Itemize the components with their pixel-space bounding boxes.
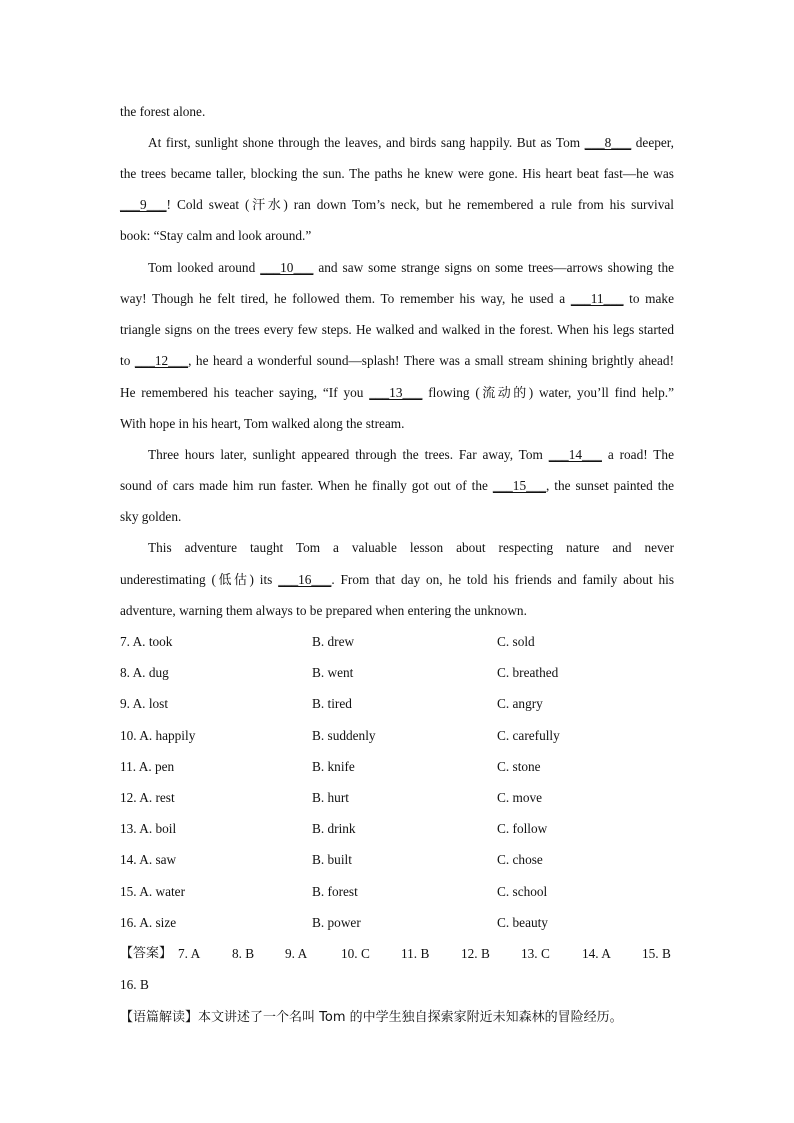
option-c: C. beauty — [497, 915, 548, 930]
passage-line: Tom looked around ___10___ and saw some strange signs on some trees—arrows showing the — [148, 260, 674, 275]
option-c: C. sold — [497, 634, 535, 649]
option-b: B. went — [312, 665, 354, 680]
blank-10: ___10___ — [260, 260, 314, 275]
blank-15: ___15___ — [492, 478, 547, 493]
option-a: 13. A. boil — [120, 821, 177, 836]
option-a: 15. A. water — [120, 884, 185, 899]
blank-9: ___9___ — [120, 197, 167, 212]
passage-interpretation: 【语篇解读】本文讲述了一个名叫 Tom 的中学生独自探索家附近未知森林的冒险经历。 — [120, 1010, 623, 1025]
option-a: 16. A. size — [120, 915, 177, 930]
option-c: C. move — [497, 790, 543, 805]
answer-item: 12. B — [461, 946, 490, 961]
answer-label: 【答案】 — [120, 946, 173, 961]
option-a: 7. A. took — [120, 634, 173, 649]
blank-16: ___16___ — [278, 572, 332, 587]
answer-item: 16. B — [120, 977, 149, 992]
option-b: B. drew — [312, 634, 355, 649]
option-c: C. stone — [497, 759, 541, 774]
option-c: C. chose — [497, 852, 543, 867]
option-b: B. suddenly — [312, 728, 376, 743]
passage-line: sky golden. — [120, 509, 182, 524]
blank-11: ___11___ — [570, 291, 624, 306]
option-a: 9. A. lost — [120, 696, 169, 711]
answer-item: 8. B — [232, 946, 255, 961]
option-c: C. school — [497, 884, 548, 899]
option-c: C. angry — [497, 696, 543, 711]
option-b: B. forest — [312, 884, 358, 899]
passage-line: At first, sunlight shone through the leaves, and birds sang happily. But as Tom ___8___ deeper, — [148, 135, 675, 150]
blank-8: ___8___ — [584, 135, 632, 150]
passage-line: to ___12___, he heard a wonderful sound—splash! There was a small stream shining brightly ahead! — [120, 353, 674, 368]
passage-line: underestimating (低估) its ___16___. From that day on, he told his friends and family about his — [120, 572, 674, 588]
option-a: 8. A. dug — [120, 665, 169, 680]
answer-item: 13. C — [521, 946, 550, 961]
option-b: B. drink — [312, 821, 356, 836]
blank-12: ___12___ — [134, 353, 189, 368]
answer-item: 15. B — [642, 946, 671, 961]
option-b: B. built — [312, 852, 352, 867]
option-a: 14. A. saw — [120, 852, 177, 867]
passage-line: ___9___! Cold sweat (汗水) ran down Tom’s neck, but he remembered a rule from his survival — [120, 197, 674, 213]
option-a: 12. A. rest — [120, 790, 175, 805]
passage-line: With hope in his heart, Tom walked along the stream. — [120, 416, 405, 431]
option-b: B. hurt — [312, 790, 349, 805]
blank-13: ___13___ — [369, 385, 423, 400]
option-a: 11. A. pen — [120, 759, 175, 774]
option-c: C. follow — [497, 821, 548, 836]
option-a: 10. A. happily — [120, 728, 196, 743]
option-b: B. knife — [312, 759, 355, 774]
passage-line: sound of cars made him run faster. When he finally got out of the ___15___, the sunset painted the — [120, 478, 674, 493]
passage-line: adventure, warning them always to be prepared when entering the unknown. — [120, 603, 527, 618]
answer-item: 11. B — [401, 946, 430, 961]
passage-line: This adventure taught Tom a valuable lesson about respecting nature and never — [148, 540, 674, 555]
answer-item: 10. C — [341, 946, 370, 961]
answer-item: 14. A — [582, 946, 611, 961]
passage-line: book: “Stay calm and look around.” — [120, 228, 312, 243]
passage-line: Three hours later, sunlight appeared through the trees. Far away, Tom ___14___ a road! The — [148, 447, 674, 462]
passage-line: the forest alone. — [120, 104, 206, 119]
option-c: C. breathed — [497, 665, 559, 680]
passage-line: the trees became taller, blocking the sun. The paths he knew were gone. His heart beat fast—he was — [120, 166, 674, 181]
option-c: C. carefully — [497, 728, 560, 743]
option-b: B. tired — [312, 696, 352, 711]
blank-14: ___14___ — [548, 447, 602, 462]
passage-line: way! Though he felt tired, he followed them. To remember his way, he used a ___11___ to make — [120, 291, 674, 306]
answer-item: 7. A — [178, 946, 201, 961]
passage-line: triangle signs on the trees every few steps. He walked and walked in the forest. When his legs started — [120, 322, 674, 337]
option-b: B. power — [312, 915, 361, 930]
passage-line: He remembered his teacher saying, “If you ___13___ flowing (流动的) water, you’ll find help.” — [120, 385, 674, 401]
answer-item: 9. A — [285, 946, 308, 961]
